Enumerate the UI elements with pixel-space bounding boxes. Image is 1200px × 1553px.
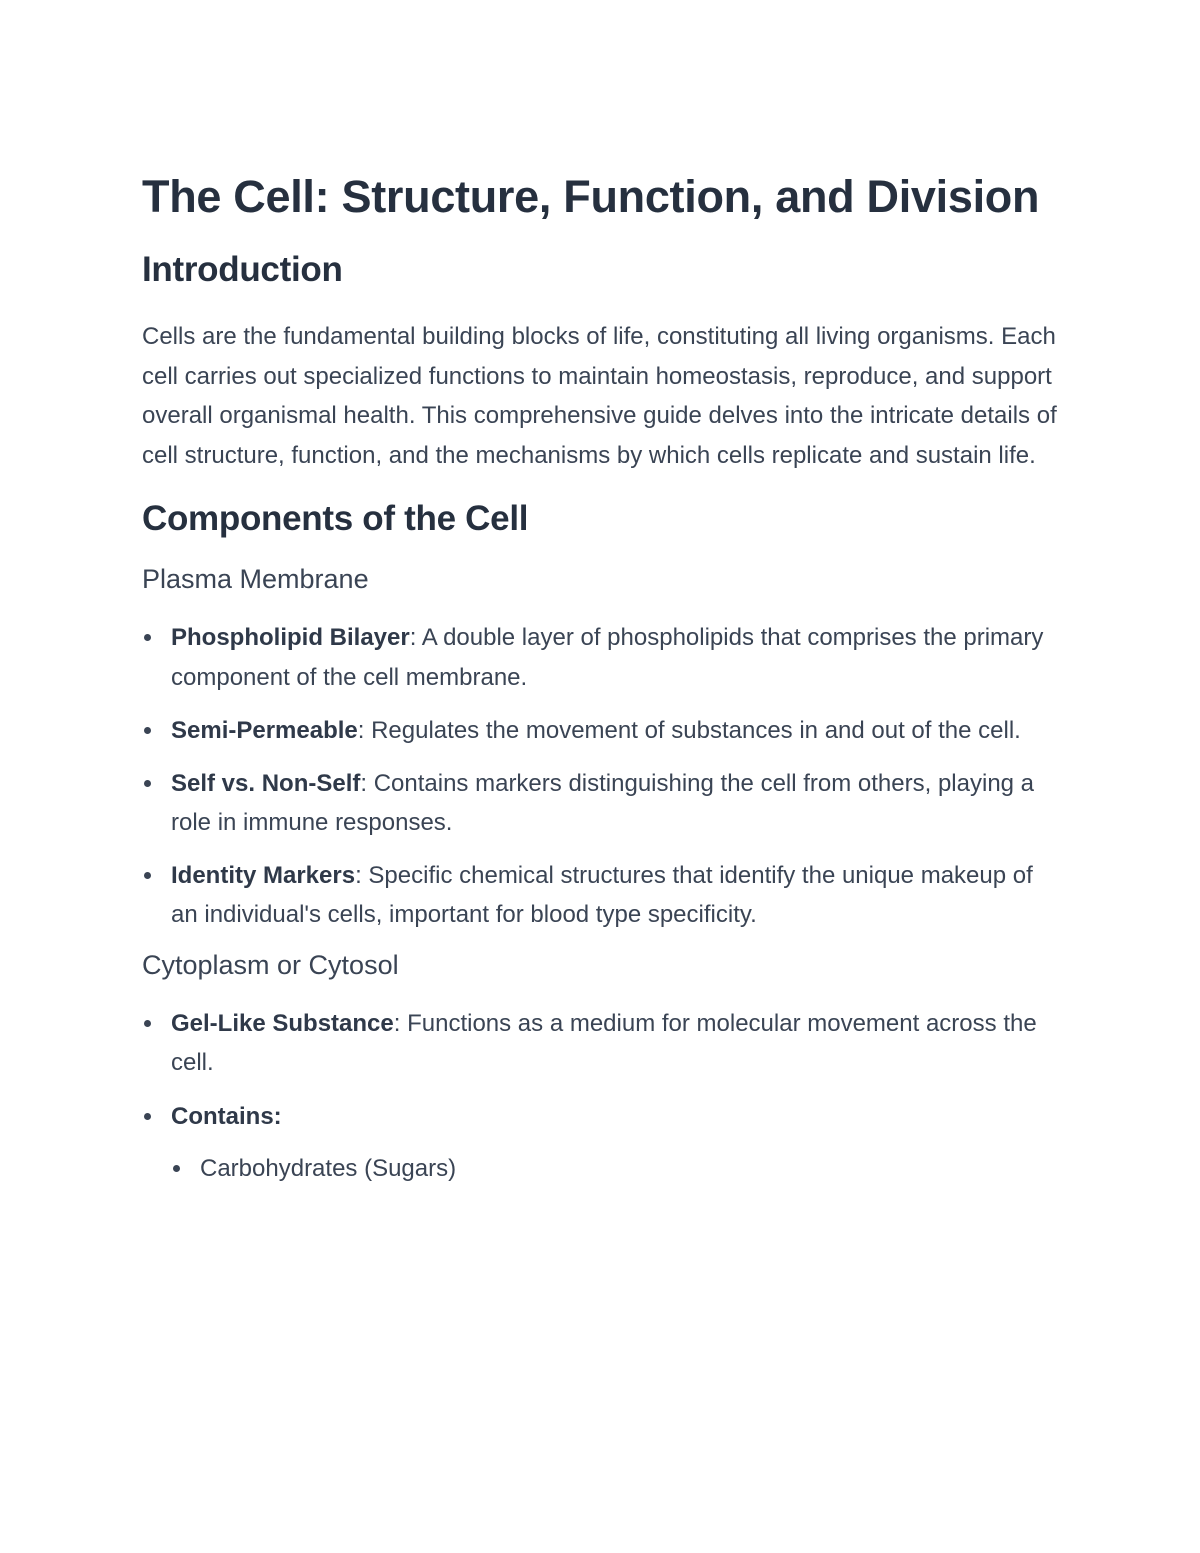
bullet-icon	[144, 634, 151, 641]
document-page	[142, 165, 1062, 1189]
list-item-term: Gel-Like Substance	[171, 1009, 394, 1037]
list-item	[142, 764, 1062, 843]
list-item-term: Contains:	[171, 1102, 282, 1130]
bullet-icon	[173, 1165, 180, 1172]
list-item-term: Identity Markers	[171, 861, 356, 889]
introduction-paragraph: Cells are the fundamental building blocks of life, constituting all living organisms. Each cell carries out specialized functions to maintain homeostasis, reproduce, and support overall organismal health. This comprehensive guide delves into the intricate details of cell structure, function, and the mechanisms by which cells replicate and sustain life.	[142, 323, 1057, 469]
cytoplasm-list	[142, 1004, 1062, 1189]
list-item-description: : Functions as a medium for molecular movement across the cell.	[171, 1009, 1037, 1076]
list-item	[142, 618, 1062, 697]
list-item	[142, 856, 1062, 935]
list-item	[142, 1004, 1062, 1083]
list-item	[142, 711, 1062, 751]
components-heading: Components of the Cell	[142, 499, 529, 538]
bullet-icon	[144, 727, 151, 734]
sublist-item	[171, 1149, 1062, 1189]
bullet-icon	[144, 1113, 151, 1120]
plasma-membrane-heading: Plasma Membrane	[142, 564, 369, 594]
list-item-description: : Contains markers distinguishing the cell from others, playing a role in immune responses.	[171, 769, 1035, 836]
list-item	[142, 1097, 1062, 1189]
plasma-membrane-list	[142, 618, 1062, 935]
list-item-term: Phospholipid Bilayer	[171, 624, 410, 651]
bullet-icon	[144, 780, 151, 787]
introduction-heading: Introduction	[142, 250, 343, 289]
list-item-term: Self vs. Non-Self	[171, 769, 361, 797]
list-item-term: Semi-Permeable	[171, 717, 358, 744]
list-item-description: : Regulates the movement of substances in and out of the cell.	[357, 717, 1021, 744]
contains-sublist	[171, 1149, 1062, 1189]
sublist-item-text: Carbohydrates (Sugars)	[200, 1155, 457, 1182]
bullet-icon	[144, 872, 151, 879]
list-item-description: : Specific chemical structures that identify the unique makeup of an individual's cells, important for blood type specificity.	[171, 861, 1033, 928]
page-title: The Cell: Structure, Function, and Division	[142, 171, 1040, 222]
list-item-description: : A double layer of phospholipids that comprises the primary component of the cell membrane.	[171, 624, 1044, 691]
bullet-icon	[144, 1020, 151, 1027]
cytoplasm-heading: Cytoplasm or Cytosol	[142, 949, 399, 980]
